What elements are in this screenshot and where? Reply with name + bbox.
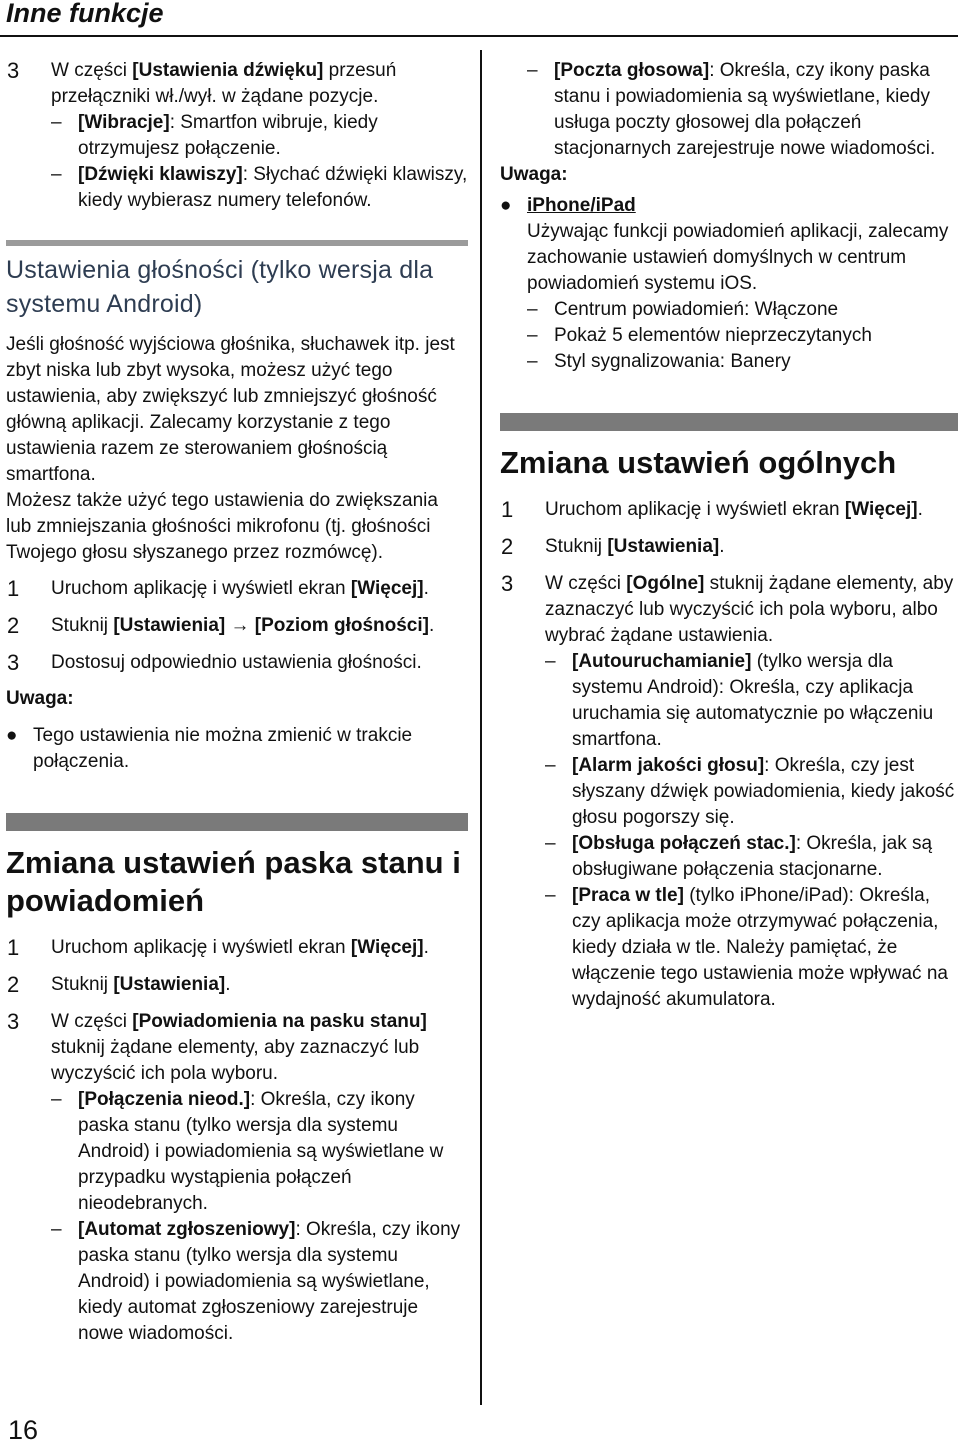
list-item: – Styl sygnalizowania: Banery xyxy=(527,349,958,375)
volume-section-title: Ustawienia głośności (tylko wersja dla systemu Android) xyxy=(6,256,434,318)
statusbar-step-1 xyxy=(6,935,468,961)
step-number: 1 xyxy=(7,935,20,960)
general-section-title: Zmiana ustawień ogólnych xyxy=(500,445,897,480)
list-item xyxy=(51,110,468,162)
list-item xyxy=(545,831,958,883)
bullet-icon: ● xyxy=(500,195,512,216)
voicemail-list xyxy=(527,58,958,162)
right-column xyxy=(500,58,958,1013)
sound-settings-step-3 xyxy=(6,58,468,214)
section-bar xyxy=(6,813,468,831)
step-number: 3 xyxy=(7,1009,20,1034)
step-text: Uruchom aplikację i wyświetl ekran xyxy=(51,578,351,599)
menu-label: [Więcej] xyxy=(844,499,918,520)
option-description: (tylko wersja dla systemu Android): Określa, czy aplikacja uruchamia się automatycznie po włączeniu smartfona. xyxy=(572,651,934,750)
volume-step-1 xyxy=(6,576,468,602)
menu-label: [Poziom głośności] xyxy=(254,615,429,636)
volume-paragraph-1: Jeśli głośność wyjściowa głośnika, słuchawek itp. jest zbyt niska lub zbyt wysoka, możesz użyć tego ustawienia, aby zwiększyć lub zmniejszyć głośność główną aplikacji. Zalecamy korzystanie z tego ustawienia razem ze sterowaniem głośnością smartfona. xyxy=(6,334,455,485)
step-number: 2 xyxy=(501,534,514,559)
menu-label: [Ustawienia dźwięku] xyxy=(132,60,324,81)
step-text: W części xyxy=(51,1011,133,1032)
subsection-bar xyxy=(6,240,468,246)
menu-label: [Powiadomienia na pasku stanu] xyxy=(132,1011,427,1032)
option-label: [Poczta głosowa] xyxy=(554,60,710,81)
option-label: [Alarm jakości głosu] xyxy=(572,755,765,776)
option-label: [Wibracje] xyxy=(78,112,170,133)
general-step-2 xyxy=(500,534,958,560)
list-item: – Centrum powiadomień: Włączone xyxy=(527,297,958,323)
step-number: 3 xyxy=(7,650,20,675)
left-column xyxy=(6,58,468,1347)
note-label: Uwaga: xyxy=(500,164,568,185)
option-description: : Określa, czy ikony paska stanu (tylko wersja dla systemu Android) i powiadomienia są wyświetlane w przypadku wystąpienia połączeń nieodebranych. xyxy=(78,1089,444,1214)
step-text: Stuknij xyxy=(51,974,114,995)
step-number: 1 xyxy=(7,576,20,601)
statusbar-step-2 xyxy=(6,972,468,998)
step-text: Uruchom aplikację i wyświetl ekran xyxy=(51,937,351,958)
list-item xyxy=(545,753,958,831)
step-number: 3 xyxy=(501,571,514,596)
step-text: . xyxy=(225,974,231,995)
volume-step-2 xyxy=(6,613,468,639)
arrow-icon: → xyxy=(230,615,250,636)
step-text: . xyxy=(719,536,725,557)
step-text: . xyxy=(917,499,923,520)
list-item xyxy=(527,58,958,162)
note-text: Tego ustawienia nie można zmienić w trakcie połączenia. xyxy=(33,725,413,772)
step-text: W części xyxy=(545,573,627,594)
step-text: stuknij żądane elementy, aby zaznaczyć lub wyczyścić ich pola wyboru. xyxy=(51,1037,420,1084)
statusbar-options-list xyxy=(51,1087,468,1347)
menu-label: [Ogólne] xyxy=(626,573,705,594)
volume-paragraph-2: Możesz także użyć tego ustawienia do zwiększania lub zmniejszania głośności mikrofonu (tj. głośności Twojego głosu słyszanego przez rozmówcę). xyxy=(6,490,438,563)
volume-step-3 xyxy=(6,650,468,676)
statusbar-section-title: Zmiana ustawień paska stanu i powiadomień xyxy=(6,845,461,918)
general-options-list xyxy=(545,649,958,1013)
option-description: : Określa, jak są obsługiwane połączenia stacjonarne. xyxy=(572,833,933,880)
note-text: Używając funkcji powiadomień aplikacji, zalecamy zachowanie ustawień domyślnych w centrum powiadomień systemu iOS. xyxy=(527,221,949,294)
step-text: przesuń przełączniki wł./wył. w żądane pozycje. xyxy=(51,60,397,107)
option-description: : Określa, czy jest słyszany dźwięk powiadomienia, kiedy jakość głosu pogorszy się. xyxy=(572,755,955,828)
step-number: 2 xyxy=(7,613,20,638)
option-label: [Obsługa połączeń stac.] xyxy=(572,833,796,854)
step-number: 2 xyxy=(7,972,20,997)
option-description: : Słychać dźwięki klawiszy, kiedy wybierasz numery telefonów. xyxy=(78,164,468,211)
step-text: Stuknij xyxy=(545,536,608,557)
list-item xyxy=(545,649,958,753)
menu-label: [Ustawienia] xyxy=(113,615,226,636)
option-label: [Połączenia nieod.] xyxy=(78,1089,251,1110)
general-step-1 xyxy=(500,497,958,523)
note-item xyxy=(6,723,468,775)
page-header-title: Inne funkcje xyxy=(6,0,164,28)
step-text: Dostosuj odpowiednio ustawienia głośności. xyxy=(51,652,422,673)
header-rule xyxy=(0,35,958,37)
step-text: W części xyxy=(51,60,133,81)
list-item xyxy=(51,1217,468,1347)
step-number: 3 xyxy=(7,58,20,83)
page-number: 16 xyxy=(8,1415,39,1445)
statusbar-step-3 xyxy=(6,1009,468,1347)
menu-label: [Ustawienia] xyxy=(113,974,226,995)
option-label: [Automat zgłoszeniowy] xyxy=(78,1219,296,1240)
list-item: – Pokaż 5 elementów nieprzeczytanych xyxy=(527,323,958,349)
menu-label: [Więcej] xyxy=(350,578,424,599)
ios-settings-list xyxy=(527,297,958,375)
step-text: Stuknij xyxy=(51,615,114,636)
step-text: . xyxy=(423,937,429,958)
option-description: (tylko iPhone/iPad): Określa, czy aplikacja może otrzymywać połączenia, kiedy działa w tle. Należy pamiętać, że włączenie tego ustawienia może wpływać na wydajność akumulatora. xyxy=(572,885,948,1010)
list-item xyxy=(51,162,468,214)
option-description: : Określa, czy ikony paska stanu (tylko wersja dla systemu Android) i powiadomienia są wyświetlane, kiedy automat zgłoszeniowy zarejestruje nowe wiadomości. xyxy=(78,1219,461,1344)
note-label: Uwaga: xyxy=(6,688,74,709)
option-description: : Smartfon wibruje, kiedy otrzymujesz połączenie. xyxy=(78,112,378,159)
option-label: [Praca w tle] xyxy=(572,885,684,906)
option-label: [Dźwięki klawiszy] xyxy=(78,164,243,185)
bullet-icon: ● xyxy=(6,725,18,746)
option-description: : Określa, czy ikony paska stanu i powiadomienia są wyświetlane, kiedy usługa poczty głosowej dla połączeń stacjonarnych zarejestruje nowe wiadomości. xyxy=(554,60,936,159)
section-bar xyxy=(500,413,958,431)
step-text: stuknij żądane elementy, aby zaznaczyć lub wyczyścić ich pola wyboru, albo wybrać żądane ustawienia. xyxy=(545,573,954,646)
option-label: [Autouruchamianie] xyxy=(572,651,752,672)
list-item xyxy=(51,1087,468,1217)
step-text: Uruchom aplikację i wyświetl ekran xyxy=(545,499,845,520)
note-heading: iPhone/iPad xyxy=(527,195,636,216)
step-text: . xyxy=(428,615,435,636)
note-item xyxy=(500,193,958,375)
step-text: . xyxy=(423,578,429,599)
list-item xyxy=(545,883,958,1013)
general-step-3 xyxy=(500,571,958,1013)
menu-label: [Ustawienia] xyxy=(607,536,720,557)
step-number: 1 xyxy=(501,497,514,522)
sound-settings-list xyxy=(51,110,468,214)
menu-label: [Więcej] xyxy=(350,937,424,958)
column-divider xyxy=(480,50,482,1405)
